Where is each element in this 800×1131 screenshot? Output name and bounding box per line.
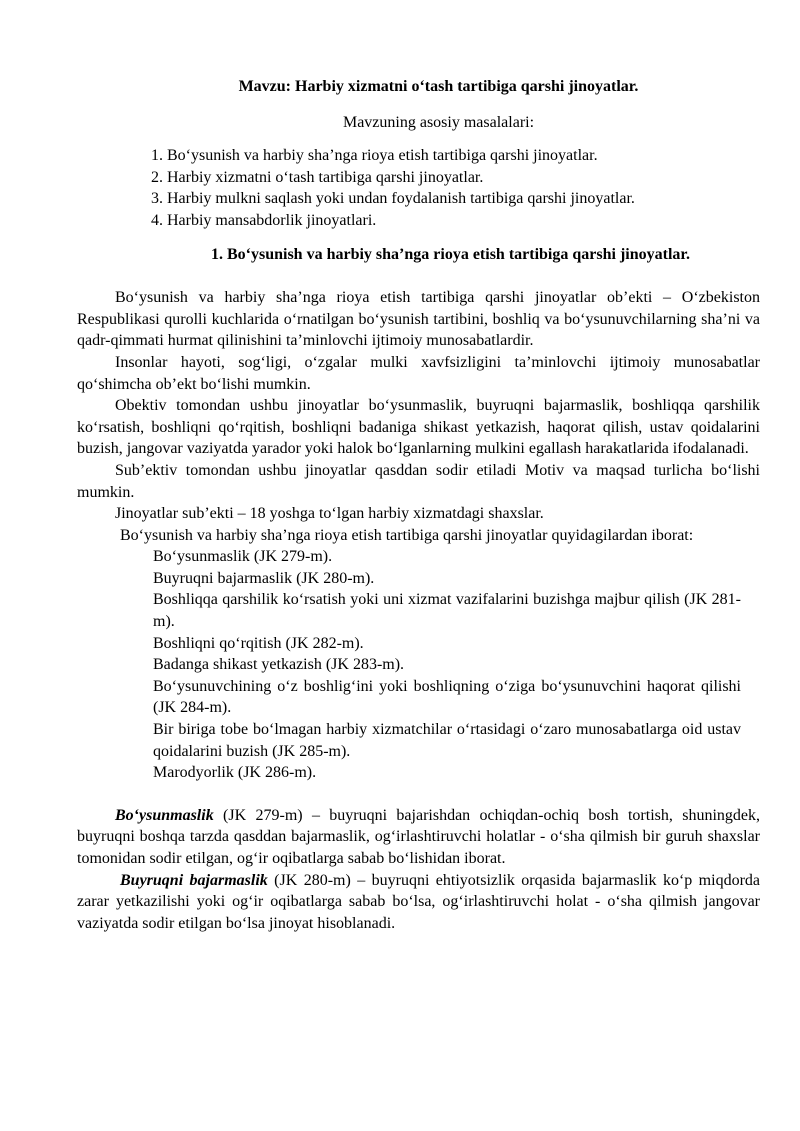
section-heading: 1. Bo‘ysunish va harbiy sha’nga rioya etish tartibiga qarshi jinoyatlar. [210, 245, 691, 263]
task-item: 1. Bo‘ysunish va harbiy sha’nga rioya etish tartibiga qarshi jinoyatlar. [151, 147, 598, 165]
definition-paragraph [77, 805, 760, 870]
task-item: 3. Harbiy mulkni saqlash yoki undan foydalanish tartibiga qarshi jinoyatlar. [151, 190, 635, 208]
paragraph-object: Bo‘ysunish va harbiy sha’nga rioya etish tartibiga qarshi jinoyatlar ob’ekti – O‘zbekiston Respublikasi qurolli kuchlarida o‘rnatilgan bo‘ysunish tartibini, boshliq va bo‘ysunuvchilarning sha’ni va qadr-qimmati hurmat qilinishini ta’minlovchi ijtimoiy munosabatlardir. [77, 289, 760, 350]
crime-item: Boshliqqa qarshilik ko‘rsatish yoki uni xizmat vazifalarini buzishga majbur qilish (JK 281-m). [153, 591, 741, 631]
crime-item: Bo‘ysunuvchining o‘z boshlig‘ini yoki boshliqning o‘ziga bo‘ysunuvchini haqorat qilishi (JK 284-m). [153, 677, 741, 717]
crimes-list [77, 546, 760, 784]
crime-item: Badanga shikast yetkazish (JK 283-m). [153, 656, 405, 674]
definition-term: Bo‘ysunmaslik [115, 806, 214, 824]
paragraph-subjective-side: Sub’ektiv tomondan ushbu jinoyatlar qasddan sodir etiladi Motiv va maqsad turlicha bo‘lishi mumkin. [77, 461, 760, 501]
document-subtitle: Mavzuning asosiy masalalari: [342, 113, 535, 131]
definition-paragraph [77, 870, 760, 935]
crime-item: Bo‘ysunmaslik (JK 279-m). [153, 548, 333, 566]
paragraph-additional-object: Insonlar hayoti, sog‘ligi, o‘zgalar mulki xavfsizligini ta’minlovchi ijtimoiy munosabatlar qo‘shimcha ob’ekt bo‘lishi mumkin. [77, 353, 760, 393]
definition-text: (JK 280-m) – buyruqni ehtiyotsizlik orqasida bajarmaslik ko‘p miqdorda zarar yetkazilishi yoki og‘ir oqibatlarga sabab bo‘lsa, og‘irlashtiruvchi holat - o‘sha qilmish jangovar vaziyatda sodir etilgan bo‘lsa jinoyat hisoblanadi. [77, 871, 761, 932]
crime-item: Buyruqni bajarmaslik (JK 280-m). [153, 569, 375, 587]
paragraph-objective-side: Obektiv tomondan ushbu jinoyatlar bo‘ysunmaslik, buyruqni bajarmaslik, boshliqqa qarshilik ko‘rsatish, boshliqni qo‘rqitish, boshliqni badaniga shikast yetkazish, haqorat qilish, ustav qoidalarini buzish, jangovar vaziyatda yarador yoki halok bo‘lganlarning mulkini egallash harakatlarida ifodalanadi. [77, 397, 760, 458]
crime-item: Bir biriga tobe bo‘lmagan harbiy xizmatchilar o‘rtasidagi o‘zaro munosabatlarga oid ustav qoidalarini buzish (JK 285-m). [153, 721, 741, 760]
main-tasks-list [77, 145, 760, 231]
crime-item: Boshliqni qo‘rqitish (JK 282-m). [153, 634, 364, 652]
paragraph-list-intro: Bo‘ysunish va harbiy sha’nga rioya etish tartibiga qarshi jinoyatlar quyidagilardan iborat: [120, 526, 694, 544]
paragraph-subject: Jinoyatlar sub’ekti – 18 yoshga to‘lgan harbiy xizmatdagi shaxslar. [115, 505, 544, 523]
task-item: 2. Harbiy xizmatni o‘tash tartibiga qarshi jinoyatlar. [151, 168, 484, 186]
definition-text: (JK 279-m) – buyruqni bajarishdan ochiqdan-ochiq bosh tortish, shuningdek, buyruqni boshqa tarzda qasddan bajarmaslik, og‘irlashtiruvchi holatlar - o‘sha qilmish bir guruh shaxslar tomonidan sodir etilgan, og‘ir oqibatlarga sabab bo‘lishidan iborat. [77, 806, 760, 867]
definition-term: Buyruqni bajarmaslik [120, 871, 268, 889]
task-item: 4. Harbiy mansabdorlik jinoyatlari. [151, 211, 377, 229]
spacer [77, 784, 760, 805]
document-title: Mavzu: Harbiy xizmatni o‘tash tartibiga qarshi jinoyatlar. [238, 78, 639, 95]
crime-item: Marodyorlik (JK 286-m). [153, 764, 317, 782]
